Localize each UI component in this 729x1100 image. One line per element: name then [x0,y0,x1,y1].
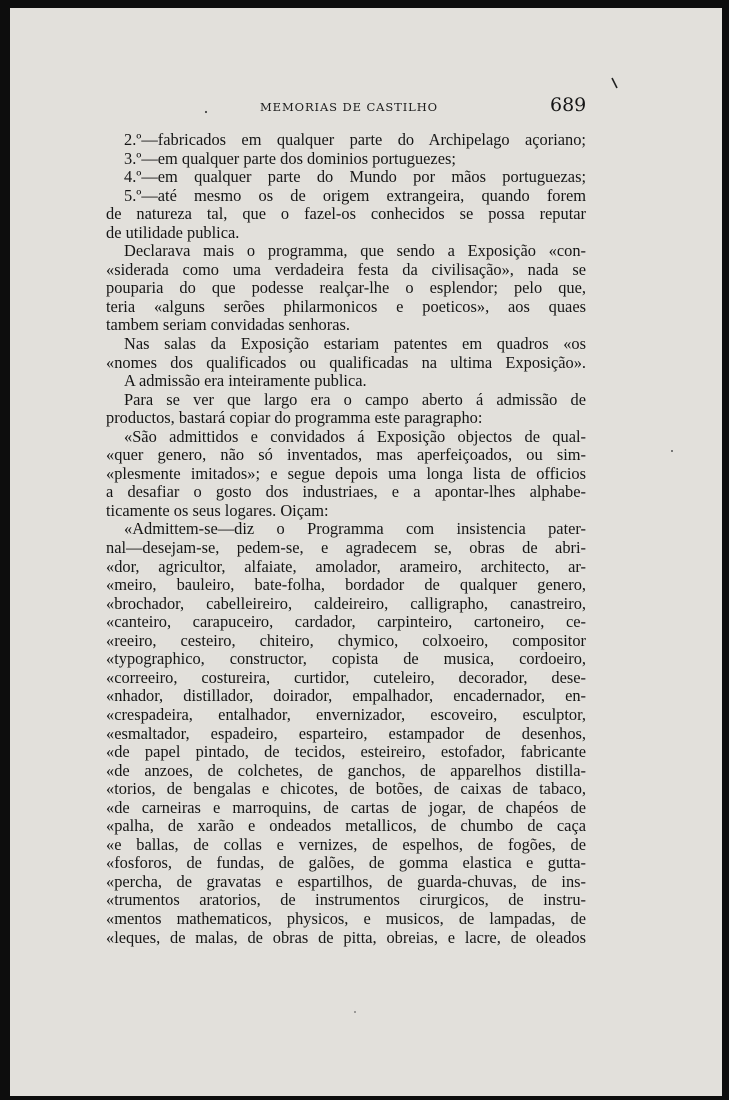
text-line: 3.º—em qualquer parte dos dominios portuguezes; [124,148,456,168]
text-line: «São admittidos e convidados á Exposição objectos de qual- [124,426,586,446]
text-line: «de papel pintado, de tecidos, esteireiro, estofador, fabricante [106,742,586,762]
text-line: «e ballas, de collas e vernizes, de espelhos, de fogões, de [106,834,586,854]
speck [671,450,673,452]
text-line: a desafiar o gosto dos industriaes, e a apontar-lhes alphabe- [106,482,586,502]
text-line: «percha, de gravatas e espartilhos, de guarda-chuvas, de ins- [106,871,586,891]
ink-mark [612,78,617,88]
text-line: 2.º—fabricados em qualquer parte do Archipelago açoriano; [124,130,586,149]
text-line: «quer genero, não só inventados, mas aperfeiçoados, ou sim- [106,445,586,465]
text-line: nal—desejam-se, pedem-se, e agradecem se, obras de abri- [106,538,586,558]
text-line: 4.º—em qualquer parte do Mundo por mãos portuguezas; [124,167,586,187]
text-line: «nomes dos qualificados ou qualificadas na ultima Exposição». [106,352,586,372]
running-title: MEMORIAS DE CASTILHO [260,100,438,114]
text-line: «brochador, cabelleireiro, caldeireiro, calligrapho, canastreiro, [106,593,586,613]
text-line: «correeiro, costureira, curtidor, cuteleiro, decorador, dese- [106,667,586,687]
speck [205,111,207,113]
text-line: «fosforos, de fundas, de galões, de gomma elastica e gutta- [106,853,586,873]
paper-specks [10,8,722,1096]
text-line: «Admittem-se—diz o Programma com insistencia pater- [124,519,586,539]
text-line: «palha, de xarão e ondeados metallicos, de chumbo de caça [106,816,586,836]
text-line: «reeiro, cesteiro, chiteiro, chymico, colxoeiro, compositor [106,630,586,650]
text-line: «mentos mathematicos, physicos, e musicos, de lampadas, de [106,908,586,928]
text-line: productos, bastará copiar do programma este paragrapho: [106,408,483,428]
text-line: Declarava mais o programma, que sendo a Exposição «con- [124,241,586,261]
text-line: «meiro, bauleiro, bate-folha, bordador de qualquer genero, [106,575,586,595]
text-line: de utilidade publica. [106,222,240,242]
text-line: «esmaltador, espadeiro, esparteiro, estampador de desenhos, [106,723,586,743]
text-line: tambem seriam convidadas senhoras. [106,315,350,335]
text-line: ticamente os seus logares. Oiçam: [106,500,329,520]
text-line: pouparia do que podesse realçar-lhe o esplendor; pelo que, [106,278,586,298]
text-line: 5.º—até mesmo os de origem extrangeira, quando forem [124,185,586,205]
text-line: Nas salas da Exposição estariam patentes em quadros «os [124,334,586,354]
text-line: «plesmente imitados»; e segue depois uma longa lista de officios [106,463,586,483]
text-line: «dor, agricultor, alfaiate, amolador, arameiro, architecto, ar- [106,556,586,576]
book-page [10,8,722,1096]
text-line: «siderada como uma verdadeira festa da civilisação», nada se [106,259,586,279]
text-line: «torios, de bengalas e chicotes, de botões, de caixas de tabaco, [106,779,586,799]
text-line: «typographico, constructor, copista de musica, cordoeiro, [106,649,586,669]
text-line: «leques, de malas, de obras de pitta, obreias, e lacre, de oleados [106,927,586,947]
text-line: teria «alguns serões philarmonicos e poeticos», aos quaes [106,296,586,316]
text-line: de natureza tal, que o fazel-os conhecidos se possa reputar [106,204,586,224]
page-number: 689 [550,94,587,116]
text-line: «trumentos aratorios, de instrumentos cirurgicos, de instru- [106,890,586,910]
text-line: «crespadeira, entalhador, envernizador, escoveiro, esculptor, [106,704,586,724]
text-line: «de carneiras e marroquins, de cartas de jogar, de chapéos de [106,797,586,817]
text-line: «de anzoes, de colchetes, de ganchos, de apparelhos distilla- [106,760,586,780]
text-line: Para se ver que largo era o campo aberto á admissão de [124,389,586,409]
text-line: «nhador, distillador, doirador, empalhador, encadernador, en- [106,686,586,706]
text-line: A admissão era inteiramente publica. [124,371,367,391]
text-line: «canteiro, carapuceiro, cardador, carpinteiro, cartoneiro, ce- [106,612,586,632]
speck [354,1011,356,1013]
